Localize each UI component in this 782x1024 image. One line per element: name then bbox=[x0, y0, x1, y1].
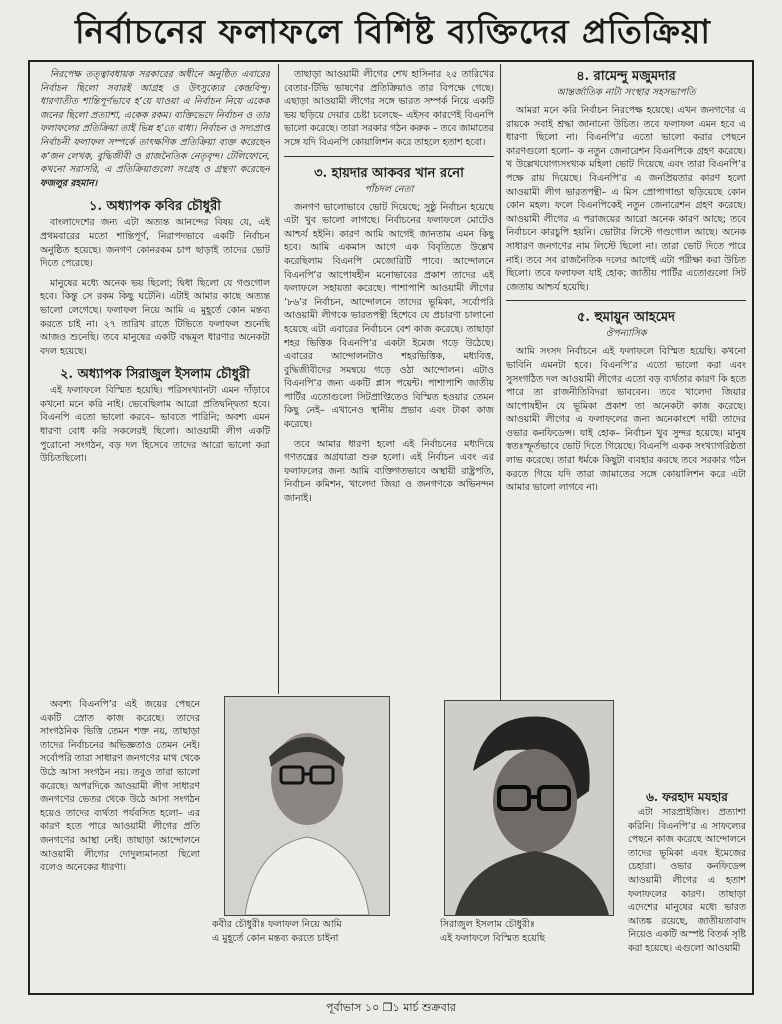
page-headline: নির্বাচনের ফলাফলে বিশিষ্ট ব্যক্তিদের প্রতিক্রিয়া bbox=[75, 12, 711, 51]
section-title-humayun-ahmed: ৫. হুমায়ুন আহমেদ bbox=[577, 310, 675, 326]
column-two bbox=[284, 68, 494, 676]
section-title-ramendu-majumder: ৪. রামেন্দু মজুমদার bbox=[576, 69, 676, 84]
column-one-continued bbox=[40, 698, 200, 988]
section-paragraph: তবে আমার ধারণা হলো এই নির্বাচনের মধ্যদিয়ে গণতন্ত্রের অগ্রযাত্রা শুরু হলো। এই নির্বাচন এবং এর ফলাফলের জন্য আমি ব্যক্তিগতভাবে অস্থায়ী রাষ্ট্রপতি, নির্বাচন কমিশন, খালেদা জিয়া ও জনগণকে অভিনন্দন জানাই। bbox=[284, 438, 494, 505]
section-paragraph: এই ফলাফলে বিস্মিত হয়েছি। পরিসংখ্যানটা এমন দাঁড়াবে কখনো মনে করি নাই। ভেবেছিলাম আরো প্রতিদ্বন্দ্বিতা হবে। বিএনপি এতো ভালো করবে– ভাবতে পারিনি; অবশ্য এমন ধারণা বোধ করি সকলেরই ছিলো। আওয়ামী লীগ একটি পুরোনো সংগঠন, বড় দল হিসেবে তাদের আরো ভালো করা উচিতছিলো। bbox=[40, 385, 270, 465]
section-paragraph: আমরা মনে করি নির্বাচন নিরপেক্ষ হয়েছে। এখন জনগণের এ রায়কে সবাই শ্রদ্ধা জানানো উচিত। তবে ফলাফল এমন হবে এ ধারণা ছিলো না। বিএনপি’র এতো ভালো করার পেছনে কারণগুলো হলো– ক নতুন জেনারেশন বিএনপিকে গ্রহণ করেছে। খ উল্লেখযোগ্যসংখ্যক মহিলা ভোট দিয়েছে এবং তারা বিএনপি’র পক্ষে রায় দিয়েছে। বিএনপি’র এ জনপ্রিয়তার কারণ হলো আওয়ামী লীগ ভারতপন্থী– এ মিস প্রোপাগান্ডা ছড়িয়েছে কোন কোন মহল। ফলে বিএনপিকেই নতুন জেনারেশন গ্রহণ করেছে। আওয়ামী লীগের এ পরাজয়ের আরো অনেক কারণ আছে; তবে নির্বাচনে কারচুপি হয়নি। ভোটার লিস্টে গণ্ডগোল আছে। অনেক সাধারণ জনগণের নাম লিস্টে ছিলো না। তারা ভোট দিতে পারে নাই। তবে সব রাজনৈতিক দলের আগেই এটা পরীক্ষা করা উচিত ছিলো। তবে ফলাফল যাই হোক; জাতীয় পার্টির এতোগুলো সিট জেতায় আশ্চর্য হয়েছি। bbox=[506, 105, 746, 293]
section-title-haider-akbar-khan-rono: ৩. হায়দার আকবর খান রনো bbox=[314, 165, 464, 181]
photo-serajul-islam-chowdhury bbox=[444, 700, 614, 916]
intro-text: নিরপেক্ষ তত্ত্বাবধায়ক সরকারের অধীনে অনুষ্ঠিত এবারের নির্বাচন ছিলো সবারই আগ্রহ ও উৎসুক্যের কেন্দ্রবিন্দু। ধারণাতীত শান্তিপূর্ণভাবে হ’য়ে যাওয়া এ নির্বাচন নিয়ে একেক জনের ছিলো প্রত্যাশা, একেক রকম। ব্যক্তিভেদে নির্বাচন ও তার ফলাফলের প্রতিক্রিয়া তাই ভিন্ন হ’তে বাধ্য। নির্বাচন ও সদ্যপ্রাপ্ত নির্বাচনী ফলাফল সম্পর্কে তাৎক্ষণিক প্রতিক্রিয়া ব্যক্ত করেছেন ক’জন লেখক, বুদ্ধিজীবী ও রাজনৈতিক নেতৃবৃন্দ। টেলিফোনে, কখনো সরাসরি, এ প্রতিক্রিয়াগুলো সংগ্রহ ও গ্রন্থণা করেছেন bbox=[40, 69, 270, 176]
section-divider bbox=[284, 156, 494, 157]
section-title-kabir-chowdhury: ১. অধ্যাপক কবির চৌধুরী bbox=[89, 199, 221, 215]
caption-line: কবীর চৌধুরীঃ ফলাফল নিয়ে আমি bbox=[212, 919, 342, 930]
section-paragraph: বাংলাদেশের জন্য এটা অত্যন্ত আনন্দের বিষয় যে, এই প্রথমবারের মতো শান্তিপূর্ণ, নিরাপদভাবে একটি নির্বাচন অনুষ্ঠিত হয়েছে। জনগণ কোনরকম চাপ ছাড়াই তাদের ভোট দিতে পেরেছে। bbox=[40, 217, 270, 270]
section-subtitle: আন্তর্জাতিক নাট্য সংস্থার সহসভাপতি bbox=[556, 87, 696, 98]
column-rule bbox=[278, 64, 279, 694]
portrait-icon bbox=[225, 697, 389, 915]
section-subtitle: ঔপন্যাসিক bbox=[605, 328, 647, 340]
section-paragraph: জনগণ ভালোভাবে ভোট দিয়েছে; সুষ্ঠু নির্বাচন হয়েছে এটা খুব ভালো লাগছে। নির্বাচনের ফলাফলে মোটেও আশ্চর্য হইনি। কারণ আমি আগেই জানতাম এমন কিছু হবে। আমি একমাস আগে এক বিবৃতিতে উল্লেখ করেছিলাম বিএনপি মেজোরিটি পাবে। আন্দোলনে বিএনপি’র আপোষহীন মনোভাবের প্রকাশ তাদের এই ফলাফলে সহায়তা করেছে। পাশাপাশি আওয়ামী লীগের ’৮৬’র নির্বাচন, আন্দোলনে তাদের ভূমিকা, সর্বোপরি আওয়ামী লীগকে ভারতপন্থী হিশেবে যে প্রচারণা চালানো হয়েছে এটা এবারের নির্বাচনে বেশ কাজ করেছে। তাছাড়া শহর ভিত্তিক বিএনপি’র একটা ইমেজ গড়ে উঠেছে। এবারের আন্দোলনটাও শহরভিত্তিক, মধ্যবিত্ত, বুদ্ধিজীবীদের সমন্বয়ে গড়ে ওঠা আন্দোলন। এটাও বিএনপি’র জন্য একটি প্লাস পয়েন্ট। পাশাপাশি জাতীয় পার্টির এতোগুলো সিটপ্রাপ্তিতেও বিস্মিত হওয়ার তেমন কিছু নেই– এখানেও স্থানীয় প্রভাব এবং টাকা কাজ করেছে। bbox=[284, 201, 494, 431]
section-title-farhad-mazhar: ৬. ফরহাদ মযহার bbox=[646, 790, 728, 804]
page-footer: পূর্বাভাস ১০ ❒১ মার্চ শুক্রবার bbox=[326, 1001, 456, 1014]
caption-line: সিরাজুল ইসলাম চৌধুরীঃ bbox=[440, 919, 535, 930]
section-paragraph: অবশ্য বিএনপি’র এই জয়ের পেছনে একটি স্রোত কাজ করেছে। তাদের সাংগঠনিক ভিত্তি তেমন শক্ত নয়, তাছাড়া তাদের নির্বাচনের অভিজ্ঞতাও তেমন নেই। সর্বোপরি তারা সাধারণ জনগণের মাথ থেকে উঠে আসা সংগঠন নয়। তবুও তারা ভালো করেছে। অপরদিকে আওয়ামী লীগ সাধারণ জনগণের ভেতর থেকে উঠে আসা সংগঠন হয়েও তাদের ব্যর্থতা পর্যবসিত হলো– এর কারণ হতে পারে আওয়ামী লীগের প্রতি জনগণের আস্থা নেই। তাছাড়া আন্দোলনে আওয়ামী লীগের দোদুল্যমানতা ছিলো বলেও অনেকের ধারণা। bbox=[40, 699, 200, 874]
column-three bbox=[506, 68, 746, 788]
section-title-serajul-islam-chowdhury: ২. অধ্যাপক সিরাজুল ইসলাম চৌধুরী bbox=[60, 367, 250, 383]
intro-byline: ফজলুর রহমান। bbox=[40, 177, 98, 189]
intro-paragraph bbox=[40, 68, 270, 190]
photo-caption bbox=[212, 918, 412, 946]
section-paragraph: তাছাড়া আওয়ামী লীগের শেখ হাসিনার ২৫ তারিখের বেতার-টিভি ভাষণের প্রতিক্রিয়াও তার বিপক্ষে গেছে। এছাড়া আওয়ামী লীগের সঙ্গে ভারত সম্পর্ক নিয়ে একটি ভয় ছড়িয়ে দেয়ার চেষ্টা চলেছে– এইসব কারণেই বিএনপি ভালো করেছে। তারা সরকার গঠন করুক – তবে জামাতের সঙ্গে যদি বিএনপি কোয়ালিশন করে তাহলে হতাশ হবো। bbox=[284, 69, 494, 148]
photo-caption bbox=[440, 918, 620, 946]
column-one bbox=[40, 68, 270, 698]
section-paragraph: মানুষের মধ্যে অনেক ভয় ছিলো; দ্বিধা ছিলো যে গণ্ডগোল হবে। কিন্তু সে রকম কিছু ঘটেনি। এটাই আমার কাছে অত্যন্ত ভালো লেগেছে। ফলাফল নিয়ে আমি এ মুহূর্তে কোন মন্তব্য করতে চাই না। ২৭ তারিখ রাতে টিভিতে ফলাফল শুনেছি আজও শুনেছি। তবে মানুষের একটি বদ্ধমূল ধারণার অনেকটা বদল হয়েছে। bbox=[40, 277, 270, 357]
column-three-continued bbox=[628, 788, 746, 988]
section-divider bbox=[506, 300, 746, 301]
caption-line: এ মুহূর্তে কোন মন্তব্য করতে চাইনা bbox=[212, 933, 339, 944]
section-paragraph: এটা সারপ্রাইজিং। প্রত্যাশা করিনি। বিএনপি’র এ সাফল্যের পেছনে কাজ করেছে আন্দোলনে তাদের ভূমিকা এবং ইমেজের চেহারা। ওভার কনফিডেন্স আওয়ামী লীগের এ হতাশ ফলাফলের কারণ। তাছাড়া এদেশের মানুষের মধ্যে ভারত আতঙ্ক রয়েছে, জাতীয়তাবাদ নিয়েও একটি অস্পষ্ট বিতর্ক সৃষ্টি করা হয়েছে। এগুলো আওয়ামী bbox=[628, 807, 746, 954]
caption-line: এই ফলাফলে বিস্মিত হয়েছি bbox=[440, 933, 546, 944]
photo-kabir-chowdhury bbox=[224, 696, 390, 916]
column-rule bbox=[500, 64, 501, 754]
portrait-icon bbox=[445, 701, 613, 915]
section-subtitle: পাঁচদল নেতা bbox=[364, 183, 414, 195]
section-paragraph: আমি সংসদ নির্বাচনে এই ফলাফলে বিস্মিত হয়েছি। কখনো ভাবিনি এমনটা হবে। বিএনপি’র এতো ভালো করা এবং সুসংগঠিত দল আওয়ামী লীগের এতো বড় ব্যর্থতার কারণ কি হতে পারে তা রাজনীতিবিদরা ভাববেন। তবে খালেদা জিয়ার আপোষহীন যে ভূমিকা প্রকাশ তা অনেকটা কাজ করেছে। আওয়ামী লীগের এ ফলাফলের জন্য অনেকাংশে দায়ী তাদের ওভার কনফিডেন্স। যাই হোক– নির্বাচন খুব সুন্দর হয়েছে। মানুষ স্বতঃস্ফূর্তভাবে ভোট দিতে গিয়েছে। বিএনপি একক সংখ্যাগরিষ্ঠতা লাভ করেছে। তারা ধর্মকে কিছুটা ব্যবহার করছে তবে সরকার গঠন করতে গিয়ে যদি তারা জামাতের সঙ্গে কোয়ালিশন করে এটা আমার ভালো লাগবে না। bbox=[506, 346, 746, 494]
